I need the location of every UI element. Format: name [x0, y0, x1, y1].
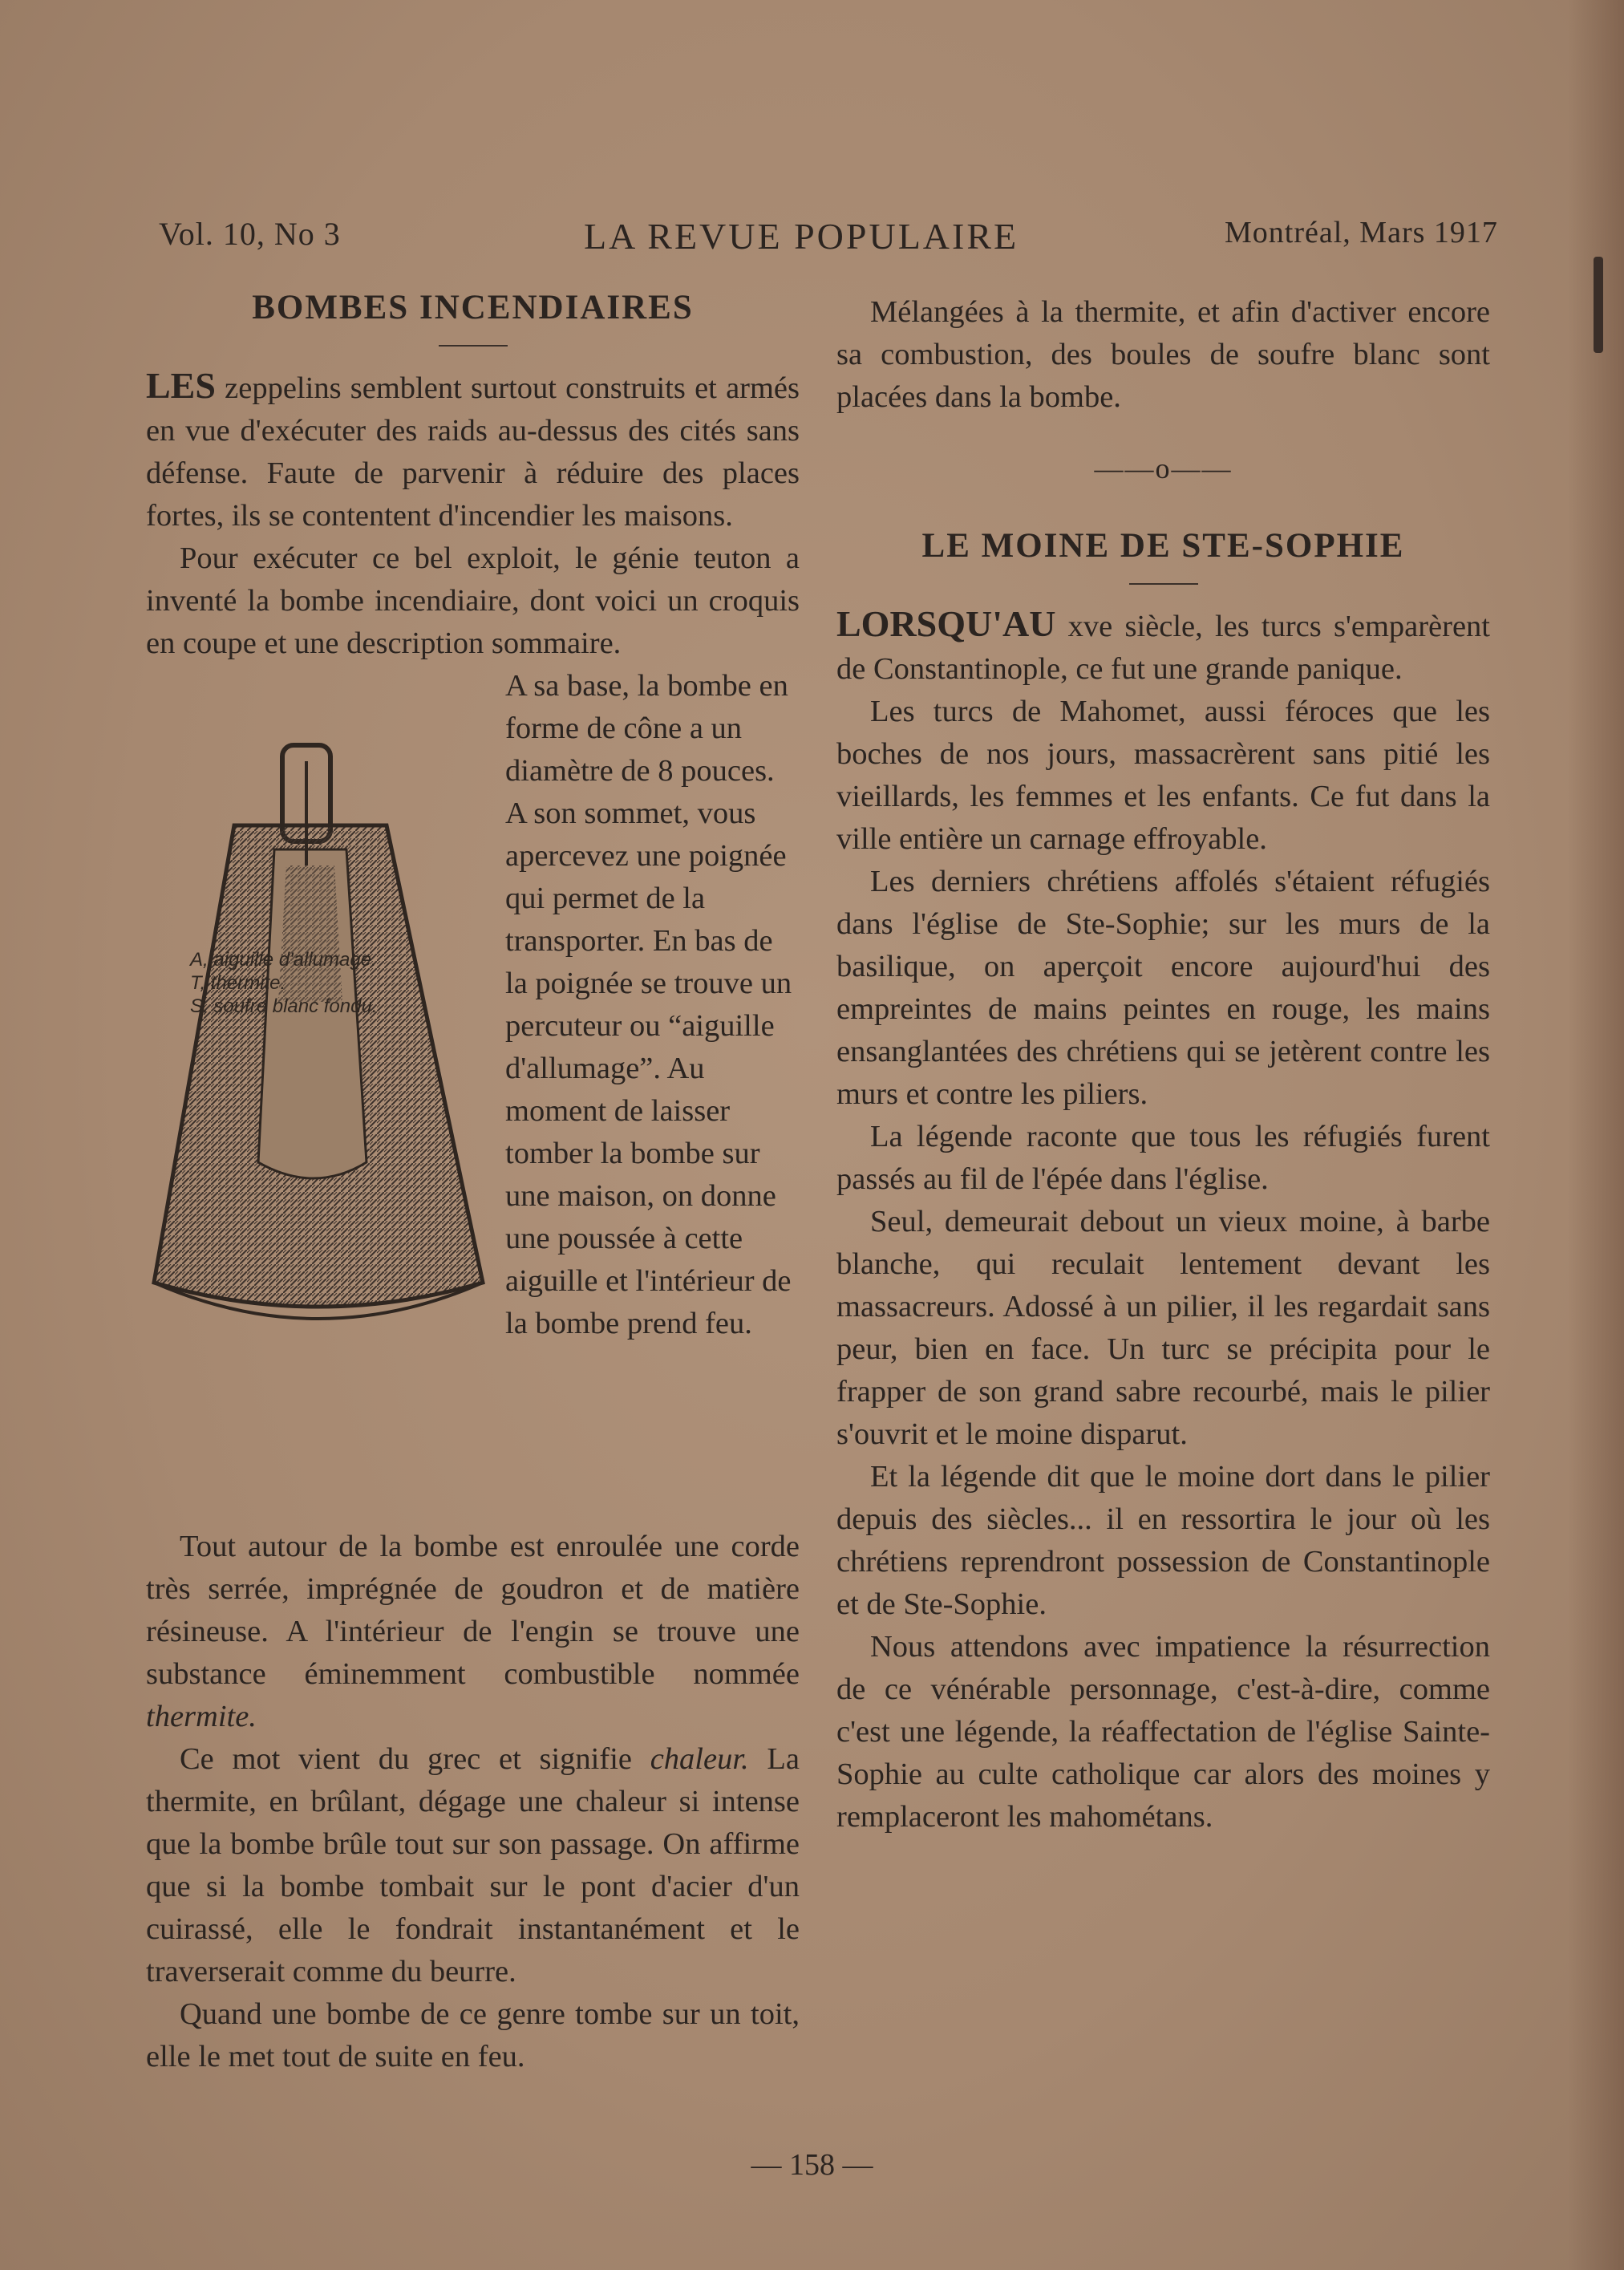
paragraph: Les turcs de Mahomet, aussi féroces que les boches de nos jours, massacrèrent sans pitié les vieillards, les femmes et les enfants. Ce fut dans la ville entière un carnage effroyable.	[836, 695, 1490, 856]
issue-date: Montréal, Mars 1917	[1225, 216, 1498, 249]
caption-s: S, soufre blanc fondu.	[190, 995, 378, 1017]
binding-clip	[1594, 257, 1603, 353]
paragraph: LORSQU'AU xve siècle, les turcs s'emparèrent de Constantinople, ce fut une grande panique.	[836, 603, 1490, 686]
article-title-moine: LE MOINE DE STE-SOPHIE	[921, 527, 1405, 565]
page-number: — 158 —	[751, 2148, 873, 2182]
paragraph: Les derniers chrétiens affolés s'étaient réfugiés dans l'église de Ste-Sophie; sur les murs de la basilique, on aperçoit encore aujourd'hui des empreintes de mains peintes en rouge, les mains ensanglantées des chrétiens qui se jetèrent contre les murs et contre les piliers.	[836, 865, 1490, 1111]
paragraph-continuation: Mélangées à la thermite, et afin d'activer encore sa combustion, des boules de soufre blanc sont placées dans la bombe.	[836, 295, 1490, 414]
right-column	[836, 291, 1490, 1838]
lead-word: LES	[146, 365, 216, 406]
title-rule	[1129, 583, 1198, 585]
paragraph: LES zeppelins semblent surtout construits et armés en vue d'exécuter des raids au-dessus des cités sans défense. Faute de parvenir à réduire des places fortes, ils se contentent d'incendier les maisons.	[146, 365, 800, 533]
volume-number: Vol. 10, No 3	[159, 216, 341, 252]
article-title-bombes: BOMBES INCENDIAIRES	[252, 289, 694, 326]
paragraph: Et la légende dit que le moine dort dans le pilier depuis des siècles... il en ressortira le jour où les chrétiens reprendront possession de Constantinople et de Ste-Sophie.	[836, 1460, 1490, 1621]
paragraph: Tout autour de la bombe est enroulée une corde très serrée, imprégnée de goudron et de matière résineuse. A l'intérieur de l'engin se trouve une substance éminemment combustible nommée thermite.	[146, 1530, 800, 1733]
paragraph: Seul, demeurait debout un vieux moine, à barbe blanche, qui reculait lentement devant les massacreurs. Adossé à un pilier, il les regardait sans peur, bien en face. Un turc se précipita pour le frapper de son grand sabre recourbé, mais le pilier s'ouvrit et le moine disparut.	[836, 1205, 1490, 1451]
section-separator: ——o——	[1094, 452, 1233, 484]
lead-word: LORSQU'AU	[836, 603, 1056, 644]
title-rule	[439, 345, 508, 347]
paragraph: Nous attendons avec impatience la résurrection de ce vénérable personnage, c'est-à-dire, comme c'est une légende, la réaffectation de l'église Sainte-Sophie au culte catholique car alors des moines y remplaceront les mahométans.	[836, 1630, 1490, 1834]
paragraph: Ce mot vient du grec et signifie chaleur. La thermite, en brûlant, dégage une chaleur si intense que la bombe brûle tout sur son passage. On affirme que si la bombe tombait sur le pont d'acier d'un cuirassé, elle le fondrait instantanément et le traverserait comme du beurre.	[146, 1742, 800, 1988]
caption-t: T, thermite.	[190, 972, 286, 994]
left-column-lower	[146, 1526, 800, 2078]
magazine-title: LA REVUE POPULAIRE	[584, 216, 1019, 257]
left-column: BOMBES INCENDIAIRES LES zeppelins semblent surtout construits et armés en vue d'exécuter des raids au-dessus des cités sans défense. Faute de parvenir à réduire des places fortes, ils se contentent d'incendier les maisons. Pour exécuter ce bel exploit, le génie teuton a inventé la bombe incendiaire, dont voici un croquis en coupe et une description sommaire. A, aiguille d'allumage. T, thermite. S, soufre blanc fondu. A sa base, la bombe en forme de cône a un diamètre de 8 pouces. A son sommet, vous apercevez une poignée qui permet de la transporter. En bas de la poignée se trouve un percuteur ou “aiguille d'allumage”. Au moment de laisser tomber la bombe sur une maison, on donne une poussée à cette aiguille et l'intérieur de la bombe prend feu.	[146, 284, 800, 1788]
paragraph: Pour exécuter ce bel exploit, le génie teuton a inventé la bombe incendiaire, dont voici un croquis en coupe et une description sommaire.	[146, 541, 800, 660]
figure-captions	[190, 948, 377, 1018]
paragraph: La légende raconte que tous les réfugiés furent passés au fil de l'épée dans l'église.	[836, 1120, 1490, 1196]
caption-a: A, aiguille d'allumage.	[190, 949, 377, 971]
paragraph: Quand une bombe de ce genre tombe sur un toit, elle le met tout de suite en feu.	[146, 1997, 800, 2073]
